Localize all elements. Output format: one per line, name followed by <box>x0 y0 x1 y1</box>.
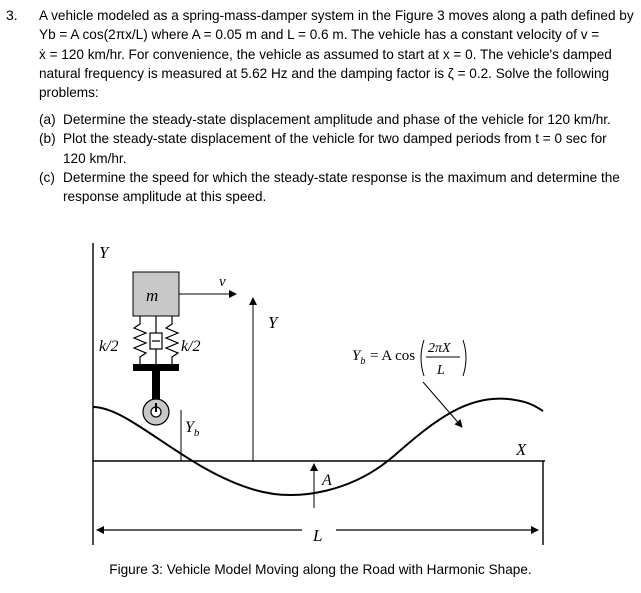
svg-text:2πX: 2πX <box>428 341 451 356</box>
road-equation <box>352 340 466 378</box>
y-axis-label: Y <box>99 243 109 262</box>
question-number: 3. <box>6 7 18 23</box>
mass-label: m <box>146 286 159 305</box>
part-text: Plot the steady-state displacement of the vehicle for two damped periods from t = 0 sec for <box>63 131 607 147</box>
right-spring <box>166 316 178 364</box>
svg-text:L: L <box>437 363 445 378</box>
spring-right-label: k/2 <box>181 338 201 355</box>
spring-left-label: k/2 <box>99 338 119 355</box>
intro-line: A vehicle modeled as a spring-mass-damper system in the Figure 3 moves along a path defined by <box>39 8 634 23</box>
figure-caption: Figure 3: Vehicle Model Moving along the Road with Harmonic Shape. <box>109 562 532 577</box>
part-label: (b) <box>39 131 56 147</box>
part-text: Determine the steady-state displacement amplitude and phase of the vehicle for 120 km/hr. <box>63 112 611 127</box>
amplitude-label: A <box>322 472 332 489</box>
x-axis-label: X <box>516 440 527 459</box>
y-displacement-label: Y <box>268 313 278 332</box>
part-text: Determine the speed for which the steady-state response is the maximum and determine the <box>63 169 620 185</box>
velocity-label: v <box>219 274 226 290</box>
part-text: response amplitude at this speed. <box>63 189 267 205</box>
wheel-post <box>152 371 160 403</box>
intro-line: ẋ = 120 km/hr. For convenience, the vehicle as assumed to start at x = 0. The vehicle's damped <box>39 46 612 62</box>
intro-line: natural frequency is measured at 5.62 Hz and the damping factor is ζ = 0.2. Solve the following <box>39 65 610 81</box>
intro-line: problems: <box>39 85 99 101</box>
equation-pointer-arrow <box>423 382 462 427</box>
part-text: 120 km/hr. <box>63 150 127 166</box>
yb-label: $Y_b$ <box>185 419 200 439</box>
intro-line: Yb = A cos(2πx/L) where A = 0.05 m and L = 0.6 m. The vehicle has a constant velocity of v = <box>39 27 600 43</box>
part-label: (c) <box>39 169 55 185</box>
svg-text:Yb: $Y_b$ <box>352 348 366 367</box>
part-label: (a) <box>39 112 56 127</box>
length-label: L <box>313 526 323 545</box>
svg-text:= A cos: = A cos <box>370 348 416 364</box>
left-spring <box>134 316 146 364</box>
axle-bar <box>133 364 179 371</box>
